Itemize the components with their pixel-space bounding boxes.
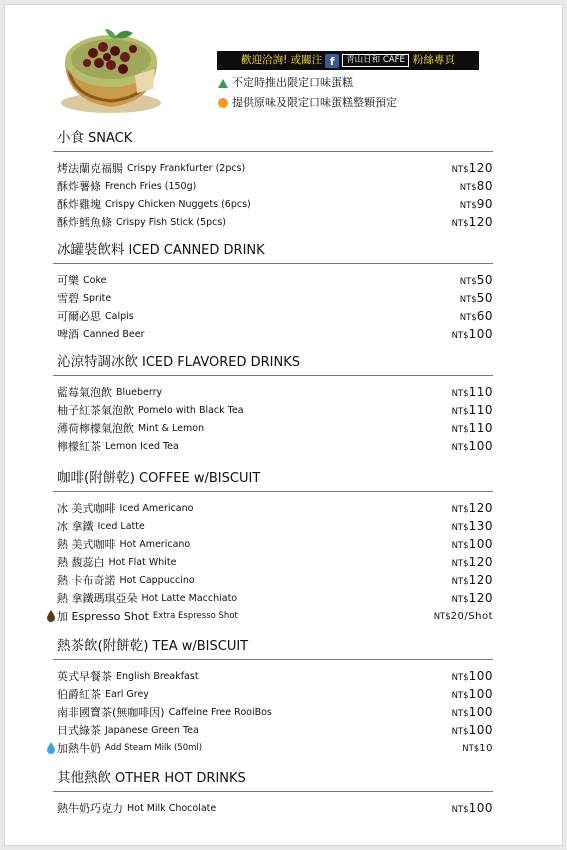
menu-item (53, 383, 493, 401)
item-name-en: Lemon Iced Tea (105, 440, 179, 452)
menu-item (53, 799, 493, 817)
item-name-zh: 冰 美式咖啡 (57, 502, 116, 515)
item-name-en: Japanese Green Tea (105, 724, 199, 736)
note-item (218, 73, 397, 93)
item-name-en: Canned Beer (83, 328, 145, 340)
item-price (452, 403, 493, 417)
price-value: 100 (468, 801, 493, 815)
currency: NT$ (451, 709, 469, 719)
menu-item (53, 703, 493, 721)
section-title (53, 767, 493, 792)
item-name-zh: 日式綠茶 (57, 724, 101, 737)
item-price (452, 519, 493, 533)
item-name-en: Earl Grey (105, 688, 149, 700)
item-name-zh: 酥炸鱈魚條 (57, 216, 112, 229)
item-name-zh: 可樂 (57, 274, 79, 287)
price-value: 50 (476, 273, 493, 287)
menu-item (53, 553, 493, 571)
item-name-zh: 熱 卡布奇諾 (57, 574, 116, 587)
banner-prefix: 歡迎洽詢! 或關注 (241, 54, 323, 66)
currency: NT$ (451, 505, 469, 515)
notes-list (218, 73, 397, 113)
section-tea (53, 635, 493, 757)
currency: NT$ (451, 523, 469, 533)
section-snack (53, 127, 493, 231)
item-name-zh: 加熱牛奶 (57, 742, 101, 755)
section-title (53, 351, 493, 376)
menu-item (53, 289, 493, 307)
coffee-drop-icon (47, 610, 55, 622)
item-name-zh: 熱 馥蕊白 (57, 556, 105, 569)
section-title-en: TEA w/BISCUIT (152, 639, 249, 654)
currency: NT$ (433, 611, 451, 622)
menu-item (53, 271, 493, 289)
item-name-zh: 酥炸雞塊 (57, 198, 101, 211)
menu-item (53, 517, 493, 535)
item-name-zh: 啤酒 (57, 328, 79, 341)
item-price (452, 537, 493, 551)
menu-page (4, 4, 563, 846)
price-value: 60 (476, 309, 493, 323)
item-name-en: Add Steam Milk (50ml) (105, 743, 203, 753)
menu-item (53, 437, 493, 455)
item-name-en: Blueberry (116, 386, 163, 398)
item-price (452, 687, 493, 701)
note-text: 不定時推出限定口味蛋糕 (232, 76, 353, 89)
currency: NT$ (451, 691, 469, 701)
note-text: 提供原味及限定口味蛋糕整顆預定 (232, 96, 397, 109)
currency: NT$ (451, 727, 469, 737)
cake-image (57, 19, 165, 115)
item-price (460, 197, 493, 211)
item-name-en: Crispy Chicken Nuggets (6pcs) (105, 198, 251, 210)
item-price (452, 439, 493, 453)
price-value: 120 (468, 161, 493, 175)
menu-item (53, 213, 493, 231)
price-value: 120 (468, 215, 493, 229)
currency: NT$ (451, 595, 469, 605)
item-name-en: Pomelo with Black Tea (138, 404, 244, 416)
item-price (460, 273, 493, 287)
item-price (452, 421, 493, 435)
item-price (462, 743, 493, 754)
price-value: 100 (468, 705, 493, 719)
item-name-en: English Breakfast (116, 670, 199, 682)
currency: NT$ (451, 443, 469, 453)
price-value: 110 (468, 385, 493, 399)
item-name-en: Hot Flat White (108, 556, 177, 568)
currency: NT$ (451, 559, 469, 569)
item-name-zh: 冰 拿鐵 (57, 520, 94, 533)
section-title-en: SNACK (88, 131, 133, 146)
price-value: 110 (468, 403, 493, 417)
item-name-zh: 熱牛奶巧克力 (57, 802, 123, 815)
item-price (452, 215, 493, 229)
menu-item (53, 419, 493, 437)
banner-suffix: 粉絲專頁 (412, 54, 455, 66)
item-name-en: Iced Latte (97, 520, 145, 532)
section-iced-flavored-drinks (53, 351, 493, 455)
currency: NT$ (462, 743, 480, 754)
section-coffee (53, 467, 493, 625)
price-value: 130 (468, 519, 493, 533)
section-title-zh: 冰罐裝飲料 (57, 242, 125, 258)
currency: NT$ (451, 541, 469, 551)
item-name-zh: 伯爵紅茶 (57, 688, 101, 701)
item-name-zh: 南非國寶茶(無咖啡因) (57, 706, 165, 719)
section-title (53, 635, 493, 660)
item-name-en: Mint & Lemon (138, 422, 205, 434)
item-price (452, 161, 493, 175)
price-value: 120 (468, 591, 493, 605)
item-price (452, 385, 493, 399)
item-name-en: Hot Cappuccino (119, 574, 195, 586)
currency: NT$ (451, 673, 469, 683)
item-price (460, 291, 493, 305)
item-name-en: Hot Milk Chocolate (127, 802, 217, 814)
price-value: 80 (476, 179, 493, 193)
orange-dot-icon (218, 98, 228, 108)
water-drop-icon (47, 742, 55, 754)
section-title-zh: 小食 (57, 130, 84, 146)
section-title-zh: 熱茶飲(附餅乾) (57, 638, 149, 654)
item-price (452, 501, 493, 515)
currency: NT$ (451, 165, 469, 175)
facebook-icon: f (325, 54, 339, 68)
currency: NT$ (459, 295, 477, 305)
item-name-zh: 可爾必思 (57, 310, 101, 323)
currency: NT$ (451, 805, 469, 815)
section-title (53, 127, 493, 152)
item-name-zh: 柚子紅茶氣泡飲 (57, 404, 134, 417)
currency: NT$ (451, 389, 469, 399)
menu-item (53, 307, 493, 325)
price-value: 100 (468, 439, 493, 453)
price-value: 100 (468, 723, 493, 737)
item-name-en: Sprite (83, 292, 112, 304)
currency: NT$ (451, 577, 469, 587)
currency: NT$ (459, 277, 477, 287)
item-name-en: Calpis (105, 310, 134, 322)
item-name-zh: 檸檬紅茶 (57, 440, 101, 453)
menu-item (53, 195, 493, 213)
item-price (452, 327, 493, 341)
currency: NT$ (459, 183, 477, 193)
currency: NT$ (451, 425, 469, 435)
currency: NT$ (451, 407, 469, 417)
menu-item (53, 159, 493, 177)
section-title-en: OTHER HOT DRINKS (115, 771, 246, 786)
item-name-zh: 雪碧 (57, 292, 79, 305)
item-name-en: French Fries (150g) (105, 180, 197, 192)
item-price (452, 591, 493, 605)
price-value: 10 (479, 742, 493, 754)
currency: NT$ (451, 219, 469, 229)
price-value: 120 (468, 501, 493, 515)
price-value: 90 (476, 197, 493, 211)
item-name-zh: 酥炸薯條 (57, 180, 101, 193)
item-price (452, 669, 493, 683)
item-name-zh: 藍莓氣泡飲 (57, 386, 112, 399)
menu-item (53, 535, 493, 553)
price-value: 100 (468, 669, 493, 683)
item-name-zh: 薄荷檸檬氣泡飲 (57, 422, 134, 435)
item-name-zh: 烤法蘭克福腸 (57, 162, 123, 175)
menu-item (53, 589, 493, 607)
item-name-zh: 加 Espresso Shot (57, 610, 149, 623)
menu-item (53, 401, 493, 419)
item-price (452, 801, 493, 815)
item-name-en: Caffeine Free RooiBos (168, 706, 272, 718)
price-value: 20/Shot (450, 610, 493, 622)
price-value: 120 (468, 555, 493, 569)
section-title-en: COFFEE w/BISCUIT (139, 471, 261, 486)
menu-item (53, 685, 493, 703)
note-item (218, 93, 397, 113)
price-value: 50 (476, 291, 493, 305)
item-name-en: Crispy Frankfurter (2pcs) (127, 162, 246, 174)
item-price (452, 723, 493, 737)
price-value: 100 (468, 687, 493, 701)
item-name-en: Coke (83, 274, 107, 286)
item-name-zh: 英式早餐茶 (57, 670, 112, 683)
menu-item (53, 499, 493, 517)
currency: NT$ (451, 331, 469, 341)
price-value: 100 (468, 537, 493, 551)
item-price (452, 573, 493, 587)
item-name-en: Crispy Fish Stick (5pcs) (116, 216, 227, 228)
section-title-en: ICED FLAVORED DRINKS (142, 355, 301, 370)
section-title (53, 467, 493, 492)
currency: NT$ (459, 201, 477, 211)
menu-item (53, 667, 493, 685)
price-value: 100 (468, 327, 493, 341)
menu-extra-item (53, 739, 493, 757)
item-price (452, 705, 493, 719)
section-title-en: ICED CANNED DRINK (128, 243, 265, 258)
section-other-hot-drinks (53, 767, 493, 817)
item-price (434, 611, 493, 622)
facebook-banner[interactable] (217, 51, 479, 70)
item-name-zh: 熱 美式咖啡 (57, 538, 116, 551)
item-name-en: Extra Espresso Shot (152, 611, 238, 621)
price-value: 110 (468, 421, 493, 435)
menu-item (53, 325, 493, 343)
menu-item (53, 571, 493, 589)
item-name-zh: 熱 拿鐵瑪琪亞朵 (57, 592, 138, 605)
section-title (53, 239, 493, 264)
section-title-zh: 其他熱飲 (57, 770, 111, 786)
section-iced-canned-drink (53, 239, 493, 343)
menu-extra-item (53, 607, 493, 625)
item-price (460, 179, 493, 193)
menu-item (53, 721, 493, 739)
section-title-zh: 沁涼特調冰飲 (57, 354, 138, 370)
menu-item (53, 177, 493, 195)
item-price (452, 555, 493, 569)
item-name-en: Hot Americano (119, 538, 191, 550)
currency: NT$ (459, 313, 477, 323)
cafe-name: 青山日和 CAFE (342, 54, 409, 67)
item-price (460, 309, 493, 323)
item-name-en: Hot Latte Macchiato (141, 592, 238, 604)
green-triangle-icon (218, 79, 228, 88)
section-title-zh: 咖啡(附餅乾) (57, 470, 136, 486)
item-name-en: Iced Americano (119, 502, 194, 514)
price-value: 120 (468, 573, 493, 587)
